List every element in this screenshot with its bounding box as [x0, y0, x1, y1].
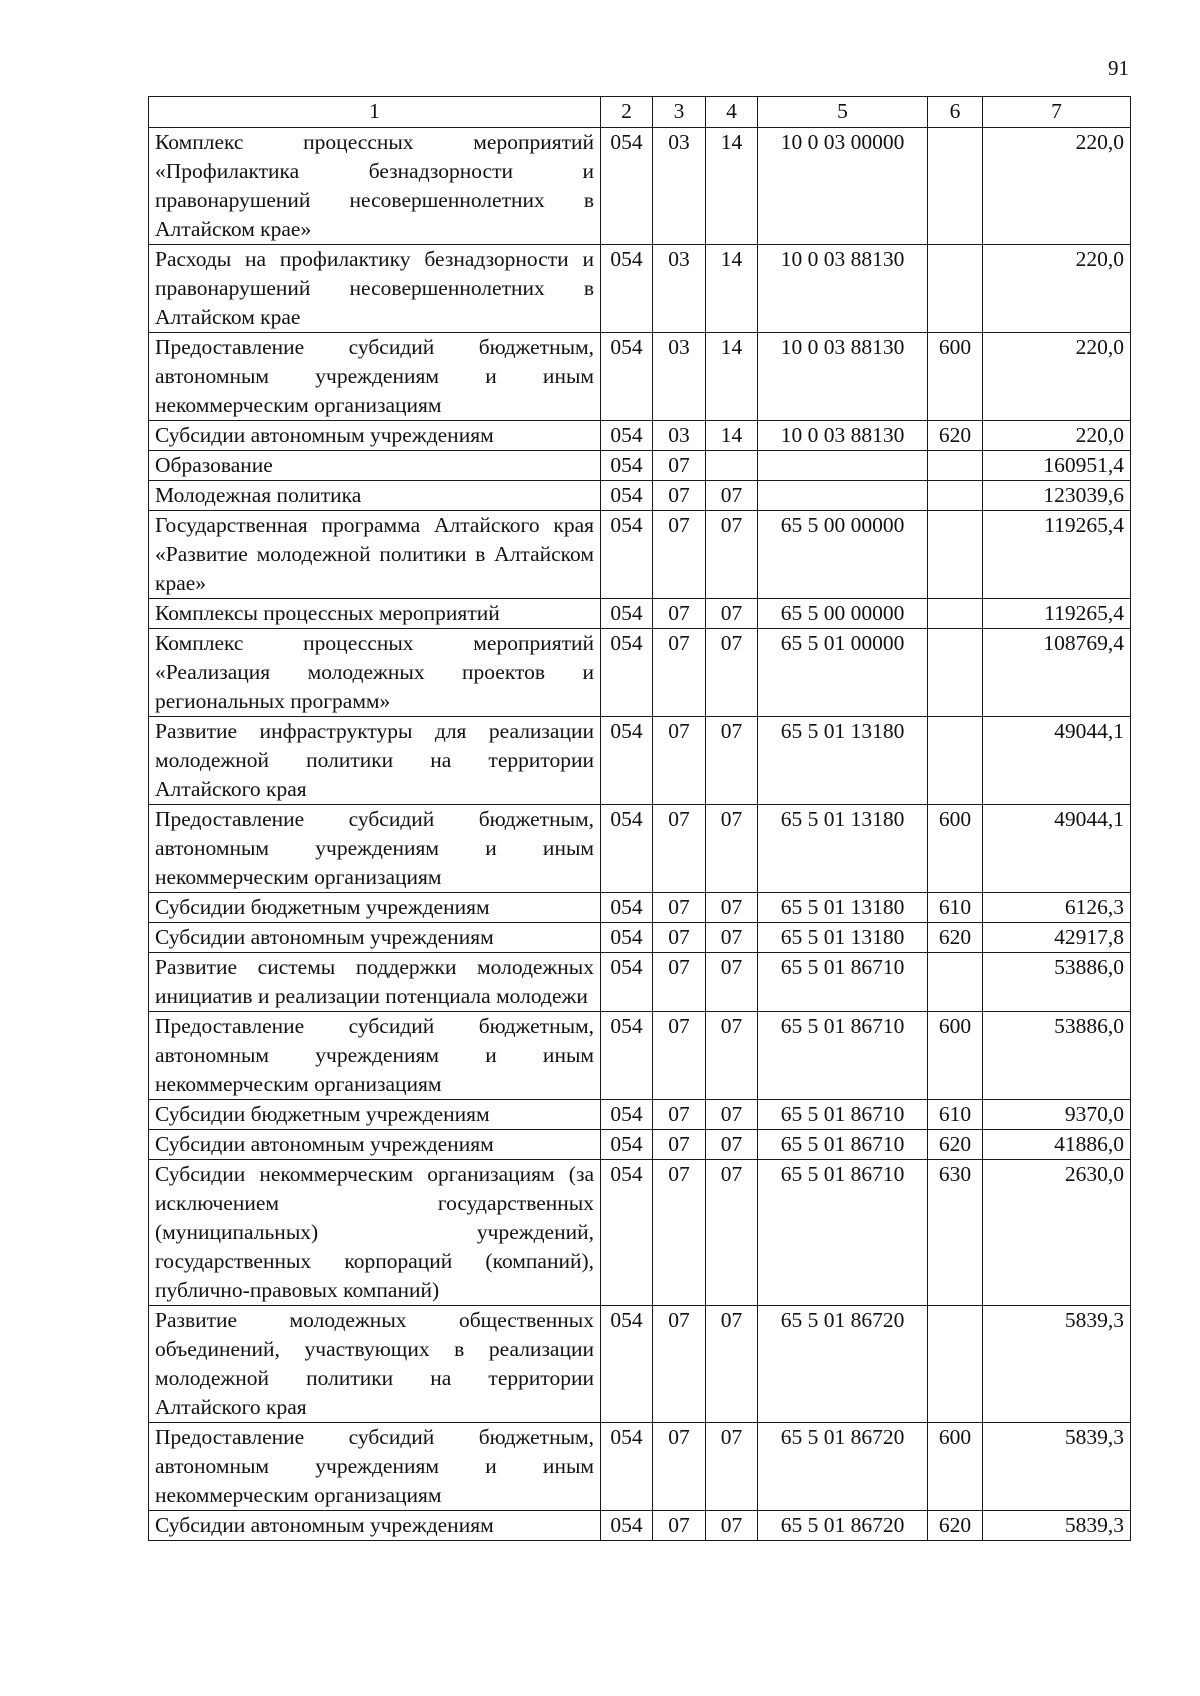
- table-row: [149, 1423, 1131, 1511]
- table-row: [149, 599, 1131, 629]
- subsection-cell: 07: [706, 1511, 758, 1541]
- subsection-cell: 14: [706, 245, 758, 333]
- expense-type-cell: 620: [928, 1130, 983, 1160]
- header-row: [149, 97, 1131, 128]
- admin-code-cell: 054: [601, 1511, 653, 1541]
- row-name-cell: Расходы на профилактику безнадзорности и правонарушений несовершеннолетних в Алтайском крае: [149, 245, 601, 333]
- table-row: [149, 1511, 1131, 1541]
- expense-type-cell: [928, 481, 983, 511]
- admin-code-cell: 054: [601, 717, 653, 805]
- section-cell: 07: [653, 717, 706, 805]
- section-cell: 07: [653, 599, 706, 629]
- subsection-cell: 07: [706, 893, 758, 923]
- expense-type-cell: 620: [928, 1511, 983, 1541]
- header-cell: 1: [149, 97, 601, 128]
- expense-type-cell: [928, 953, 983, 1012]
- subsection-cell: 07: [706, 717, 758, 805]
- section-cell: 07: [653, 1423, 706, 1511]
- expense-type-cell: [928, 511, 983, 599]
- table-row: [149, 717, 1131, 805]
- expense-type-cell: [928, 245, 983, 333]
- target-article-cell: 10 0 03 88130: [758, 421, 928, 451]
- target-article-cell: 65 5 01 86720: [758, 1423, 928, 1511]
- subsection-cell: [706, 451, 758, 481]
- expense-type-cell: 600: [928, 805, 983, 893]
- section-cell: 07: [653, 451, 706, 481]
- header-cell: 4: [706, 97, 758, 128]
- amount-cell: 160951,4: [983, 451, 1131, 481]
- admin-code-cell: 054: [601, 1130, 653, 1160]
- target-article-cell: 65 5 01 86710: [758, 1130, 928, 1160]
- section-cell: 07: [653, 1511, 706, 1541]
- expense-type-cell: 610: [928, 893, 983, 923]
- admin-code-cell: 054: [601, 245, 653, 333]
- admin-code-cell: 054: [601, 1423, 653, 1511]
- header-cell: 2: [601, 97, 653, 128]
- section-cell: 03: [653, 128, 706, 245]
- subsection-cell: 07: [706, 1012, 758, 1100]
- subsection-cell: 07: [706, 1160, 758, 1306]
- section-cell: 07: [653, 511, 706, 599]
- table-row: [149, 1306, 1131, 1423]
- amount-cell: 119265,4: [983, 511, 1131, 599]
- amount-cell: 49044,1: [983, 805, 1131, 893]
- table-row: [149, 805, 1131, 893]
- expense-type-cell: 620: [928, 923, 983, 953]
- amount-cell: 119265,4: [983, 599, 1131, 629]
- row-name-cell: Комплекс процессных мероприятий «Профилактика безнадзорности и правонарушений несовершеннолетних в Алтайском крае»: [149, 128, 601, 245]
- row-name-cell: Образование: [149, 451, 601, 481]
- table-row: [149, 923, 1131, 953]
- table-row: [149, 953, 1131, 1012]
- target-article-cell: [758, 451, 928, 481]
- amount-cell: 53886,0: [983, 1012, 1131, 1100]
- target-article-cell: [758, 481, 928, 511]
- target-article-cell: 65 5 01 86710: [758, 953, 928, 1012]
- admin-code-cell: 054: [601, 481, 653, 511]
- admin-code-cell: 054: [601, 1100, 653, 1130]
- subsection-cell: 07: [706, 953, 758, 1012]
- expense-type-cell: [928, 599, 983, 629]
- admin-code-cell: 054: [601, 421, 653, 451]
- row-name-cell: Комплексы процессных мероприятий: [149, 599, 601, 629]
- header-cell: 3: [653, 97, 706, 128]
- subsection-cell: 07: [706, 599, 758, 629]
- subsection-cell: 07: [706, 1130, 758, 1160]
- target-article-cell: 65 5 01 00000: [758, 629, 928, 717]
- row-name-cell: Субсидии автономным учреждениям: [149, 1130, 601, 1160]
- amount-cell: 220,0: [983, 128, 1131, 245]
- target-article-cell: 65 5 01 86710: [758, 1100, 928, 1130]
- subsection-cell: 07: [706, 481, 758, 511]
- section-cell: 07: [653, 1100, 706, 1130]
- expense-type-cell: 620: [928, 421, 983, 451]
- section-cell: 07: [653, 923, 706, 953]
- subsection-cell: 07: [706, 1306, 758, 1423]
- table-row: [149, 245, 1131, 333]
- target-article-cell: 65 5 01 86720: [758, 1306, 928, 1423]
- expense-type-cell: [928, 629, 983, 717]
- target-article-cell: 10 0 03 88130: [758, 333, 928, 421]
- amount-cell: 5839,3: [983, 1511, 1131, 1541]
- target-article-cell: 65 5 01 86710: [758, 1160, 928, 1306]
- table-row: [149, 451, 1131, 481]
- table-row: [149, 1012, 1131, 1100]
- admin-code-cell: 054: [601, 511, 653, 599]
- admin-code-cell: 054: [601, 599, 653, 629]
- table-row: [149, 333, 1131, 421]
- subsection-cell: 07: [706, 511, 758, 599]
- table-row: [149, 629, 1131, 717]
- expense-type-cell: [928, 717, 983, 805]
- target-article-cell: 65 5 01 13180: [758, 893, 928, 923]
- header-cell: 5: [758, 97, 928, 128]
- table-row: [149, 481, 1131, 511]
- amount-cell: 5839,3: [983, 1306, 1131, 1423]
- admin-code-cell: 054: [601, 953, 653, 1012]
- expense-type-cell: 610: [928, 1100, 983, 1130]
- admin-code-cell: 054: [601, 1160, 653, 1306]
- budget-table: [148, 96, 1131, 1541]
- row-name-cell: Субсидии автономным учреждениям: [149, 1511, 601, 1541]
- table-row: [149, 1130, 1131, 1160]
- target-article-cell: 10 0 03 88130: [758, 245, 928, 333]
- target-article-cell: 65 5 01 13180: [758, 805, 928, 893]
- amount-cell: 9370,0: [983, 1100, 1131, 1130]
- row-name-cell: Развитие молодежных общественных объединений, участвующих в реализации молодежной политики на территории Алтайского края: [149, 1306, 601, 1423]
- row-name-cell: Предоставление субсидий бюджетным, автономным учреждениям и иным некоммерческим организациям: [149, 1423, 601, 1511]
- section-cell: 07: [653, 629, 706, 717]
- subsection-cell: 07: [706, 629, 758, 717]
- table-row: [149, 1160, 1131, 1306]
- subsection-cell: 07: [706, 1100, 758, 1130]
- row-name-cell: Субсидии бюджетным учреждениям: [149, 1100, 601, 1130]
- target-article-cell: 65 5 01 86710: [758, 1012, 928, 1100]
- admin-code-cell: 054: [601, 451, 653, 481]
- subsection-cell: 07: [706, 1423, 758, 1511]
- admin-code-cell: 054: [601, 333, 653, 421]
- amount-cell: 42917,8: [983, 923, 1131, 953]
- table-row: [149, 421, 1131, 451]
- subsection-cell: 07: [706, 805, 758, 893]
- expense-type-cell: [928, 128, 983, 245]
- amount-cell: 49044,1: [983, 717, 1131, 805]
- amount-cell: 220,0: [983, 245, 1131, 333]
- target-article-cell: 65 5 01 13180: [758, 923, 928, 953]
- target-article-cell: 65 5 01 86720: [758, 1511, 928, 1541]
- section-cell: 07: [653, 893, 706, 923]
- section-cell: 07: [653, 1012, 706, 1100]
- section-cell: 07: [653, 1306, 706, 1423]
- admin-code-cell: 054: [601, 1012, 653, 1100]
- expense-type-cell: 630: [928, 1160, 983, 1306]
- admin-code-cell: 054: [601, 893, 653, 923]
- target-article-cell: 65 5 01 13180: [758, 717, 928, 805]
- expense-type-cell: [928, 1306, 983, 1423]
- subsection-cell: 14: [706, 128, 758, 245]
- page-number: 91: [1108, 56, 1129, 80]
- row-name-cell: Предоставление субсидий бюджетным, автономным учреждениям и иным некоммерческим организациям: [149, 333, 601, 421]
- expense-type-cell: 600: [928, 333, 983, 421]
- target-article-cell: 10 0 03 00000: [758, 128, 928, 245]
- target-article-cell: 65 5 00 00000: [758, 511, 928, 599]
- subsection-cell: 07: [706, 923, 758, 953]
- admin-code-cell: 054: [601, 1306, 653, 1423]
- admin-code-cell: 054: [601, 805, 653, 893]
- section-cell: 07: [653, 481, 706, 511]
- header-cell: 6: [928, 97, 983, 128]
- row-name-cell: Субсидии некоммерческим организациям (за исключением государственных (муниципальных) учреждений, государственных корпораций (компаний), публично-правовых компаний): [149, 1160, 601, 1306]
- row-name-cell: Государственная программа Алтайского края «Развитие молодежной политики в Алтайском крае»: [149, 511, 601, 599]
- row-name-cell: Субсидии автономным учреждениям: [149, 421, 601, 451]
- admin-code-cell: 054: [601, 923, 653, 953]
- amount-cell: 220,0: [983, 421, 1131, 451]
- table-row: [149, 128, 1131, 245]
- row-name-cell: Субсидии автономным учреждениям: [149, 923, 601, 953]
- table-row: [149, 1100, 1131, 1130]
- amount-cell: 108769,4: [983, 629, 1131, 717]
- header-cell: 7: [983, 97, 1131, 128]
- row-name-cell: Субсидии бюджетным учреждениям: [149, 893, 601, 923]
- amount-cell: 123039,6: [983, 481, 1131, 511]
- amount-cell: 220,0: [983, 333, 1131, 421]
- amount-cell: 5839,3: [983, 1423, 1131, 1511]
- amount-cell: 53886,0: [983, 953, 1131, 1012]
- expense-type-cell: 600: [928, 1423, 983, 1511]
- row-name-cell: Развитие системы поддержки молодежных инициатив и реализации потенциала молодежи: [149, 953, 601, 1012]
- section-cell: 07: [653, 805, 706, 893]
- row-name-cell: Развитие инфраструктуры для реализации молодежной политики на территории Алтайского края: [149, 717, 601, 805]
- table-row: [149, 511, 1131, 599]
- expense-type-cell: [928, 451, 983, 481]
- row-name-cell: Предоставление субсидий бюджетным, автономным учреждениям и иным некоммерческим организациям: [149, 1012, 601, 1100]
- row-name-cell: Молодежная политика: [149, 481, 601, 511]
- section-cell: 03: [653, 421, 706, 451]
- table-row: [149, 893, 1131, 923]
- section-cell: 07: [653, 953, 706, 1012]
- subsection-cell: 14: [706, 421, 758, 451]
- expense-type-cell: 600: [928, 1012, 983, 1100]
- amount-cell: 41886,0: [983, 1130, 1131, 1160]
- target-article-cell: 65 5 00 00000: [758, 599, 928, 629]
- row-name-cell: Предоставление субсидий бюджетным, автономным учреждениям и иным некоммерческим организациям: [149, 805, 601, 893]
- section-cell: 03: [653, 245, 706, 333]
- admin-code-cell: 054: [601, 629, 653, 717]
- amount-cell: 6126,3: [983, 893, 1131, 923]
- section-cell: 07: [653, 1160, 706, 1306]
- section-cell: 07: [653, 1130, 706, 1160]
- admin-code-cell: 054: [601, 128, 653, 245]
- amount-cell: 2630,0: [983, 1160, 1131, 1306]
- subsection-cell: 14: [706, 333, 758, 421]
- row-name-cell: Комплекс процессных мероприятий «Реализация молодежных проектов и региональных программ»: [149, 629, 601, 717]
- section-cell: 03: [653, 333, 706, 421]
